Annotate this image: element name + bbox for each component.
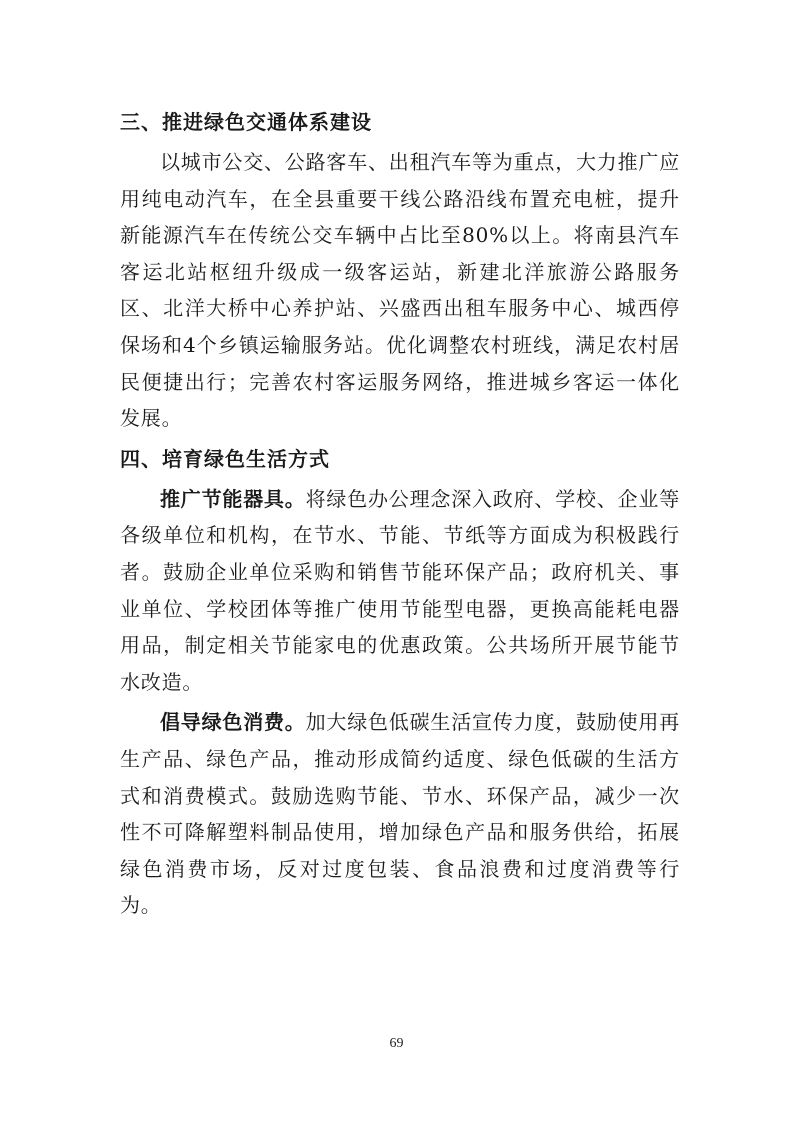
paragraph-green-transport: 以城市公交、公路客车、出租汽车等为重点，大力推广应用纯电动汽车，在全县重要干线公路沿线布置充电桩，提升新能源汽车在传统公交车辆中占比至80%以上。将南县汽车客运北站枢纽升级成一级客运站，新建北洋旅游公路服务区、北洋大桥中心养护站、兴盛西出租车服务中心、城西停保场和4个乡镇运输服务站。优化调整农村班线，满足农村居民便捷出行；完善农村客运服务网络，推进城乡客运一体化发展。 <box>120 150 680 431</box>
paragraph-text-energy-saving: 将绿色办公理念深入政府、学校、企业等各级单位和机构，在节水、节能、节纸等方面成为积极践行者。鼓励企业单位采购和销售节能环保产品；政府机关、事业单位、学校团体等推广使用节能型电器，更换高能耗电器用品，制定相关节能家电的优惠政策。公共场所开展节能节水改造。 <box>120 486 681 694</box>
section-heading-green-lifestyle: 四、培育绿色生活方式 <box>120 446 330 471</box>
page-number: 69 <box>389 1036 404 1051</box>
paragraph-lead-green-consumption: 倡导绿色消费。 <box>160 710 306 735</box>
paragraph-lead-energy-saving: 推广节能器具。 <box>160 486 306 511</box>
page-body <box>120 104 680 924</box>
section-heading-green-transport: 三、推进绿色交通体系建设 <box>120 110 372 134</box>
paragraph-green-consumption <box>120 704 680 924</box>
paragraph-text-green-consumption: 加大绿色低碳生活宣传力度，鼓励使用再生产品、绿色产品，推动形成简约适度、绿色低碳的生活方式和消费模式。鼓励选购节能、节水、环保产品，减少一次性不可降解塑料制品使用，增加绿色产品和服务供给，拓展绿色消费市场，反对过度包装、食品浪费和过度消费等行为。 <box>120 710 681 918</box>
paragraph-energy-saving-appliances <box>120 481 680 701</box>
